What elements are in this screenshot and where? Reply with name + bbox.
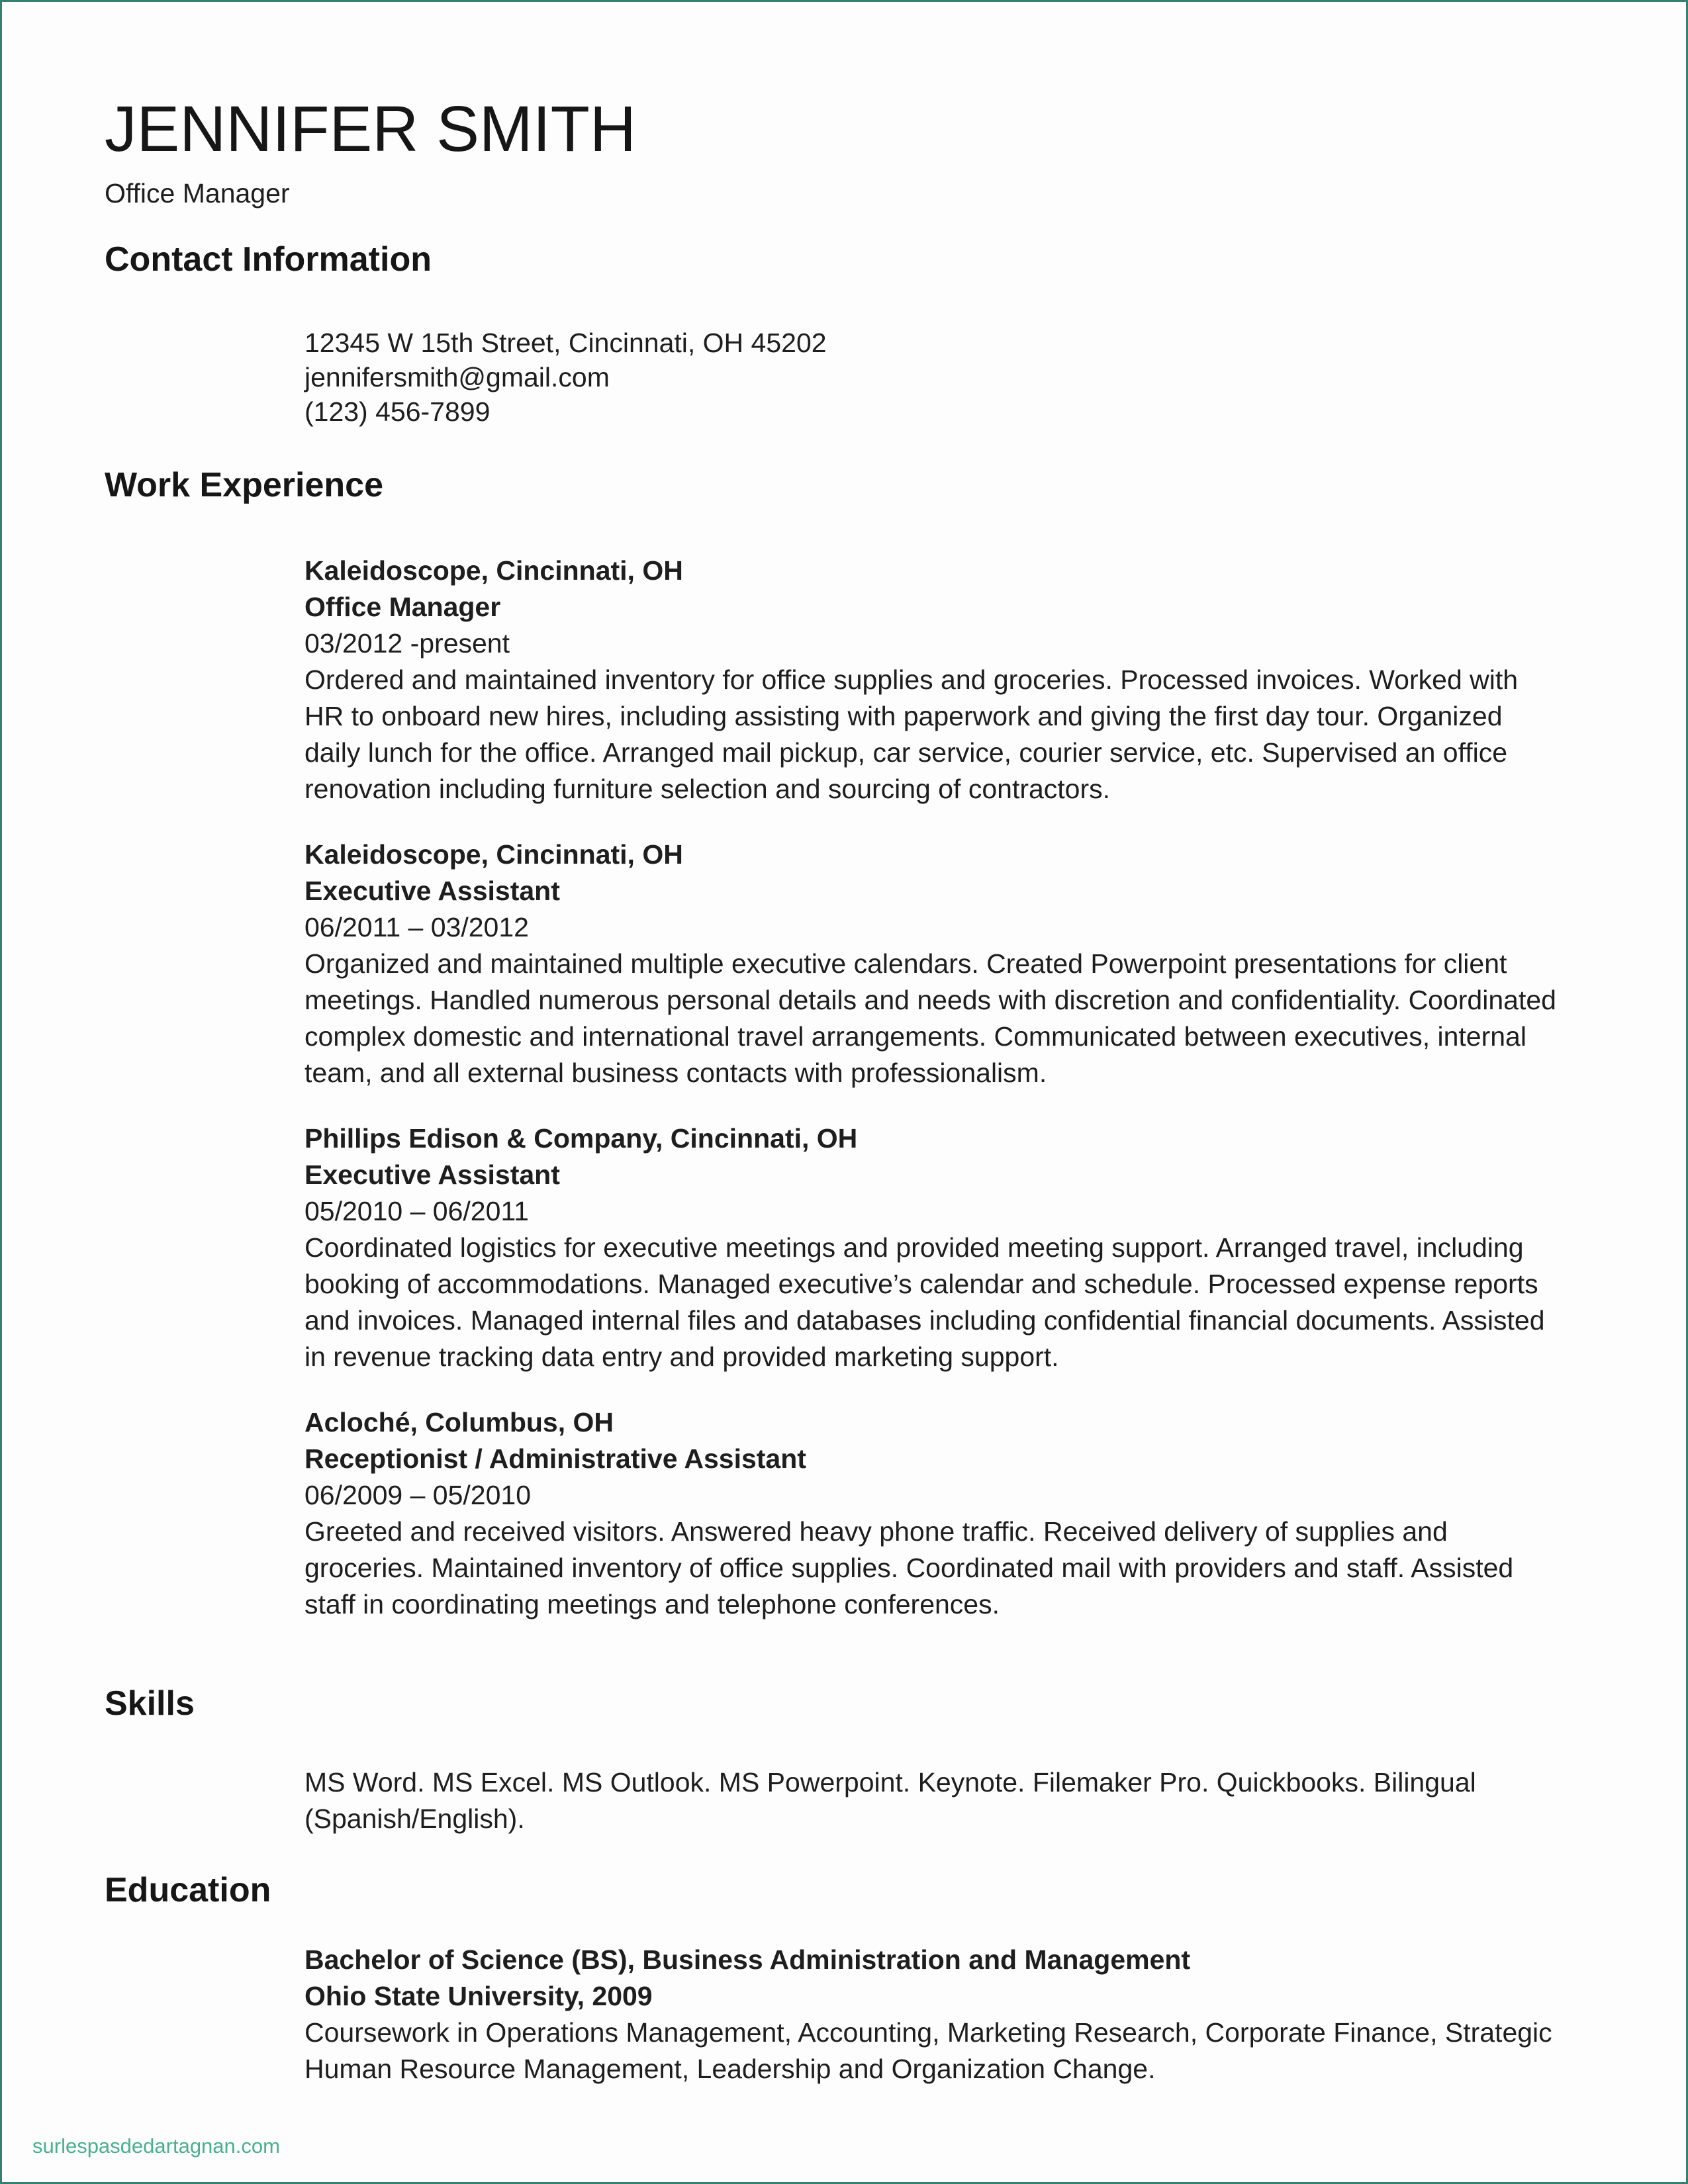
resume-header xyxy=(105,95,1583,209)
watermark-text: surlespasdedartagnan.com xyxy=(32,2134,280,2158)
section-education xyxy=(105,1870,1583,2087)
job-role: Executive Assistant xyxy=(305,875,560,906)
job-description: Coordinated logistics for executive meetings and provided meeting support. Arranged travel, including booking of accommodations. Managed executive’s calendar and schedule. Processed expense reports and invoices. Managed internal files and databases including confidential financial documents. Assisted in revenue tracking data entry and provided marketing support. xyxy=(305,1232,1545,1372)
contact-phone: (123) 456-7899 xyxy=(305,396,491,427)
job-dates: 03/2012 -present xyxy=(305,627,510,659)
job-description: Organized and maintained multiple executive calendars. Created Powerpoint presentations for client meetings. Handled numerous personal details and needs with discretion and confidentiality. Coordinated complex domestic and international travel arrangements. Communicated between executives, internal team, and all external business contacts with professionalism. xyxy=(305,948,1556,1088)
skills-text: MS Word. MS Excel. MS Outlook. MS Powerpoint. Keynote. Filemaker Pro. Quickbooks. Bilingual (Spanish/English). xyxy=(305,1766,1476,1834)
section-contact xyxy=(105,240,1583,429)
job-entry xyxy=(305,553,1562,807)
person-job-title: Office Manager xyxy=(105,177,290,208)
education-coursework: Coursework in Operations Management, Accounting, Marketing Research, Corporate Finance, Strategic Human Resource Management, Leadership and Organization Change. xyxy=(305,2017,1552,2084)
contact-email: jennifersmith@gmail.com xyxy=(305,361,610,392)
education-heading: Education xyxy=(105,1870,271,1909)
contact-details xyxy=(305,326,1562,429)
section-skills xyxy=(105,1684,1583,1837)
job-role: Receptionist / Administrative Assistant xyxy=(305,1443,806,1474)
job-company: Kaleidoscope, Cincinnati, OH xyxy=(305,555,683,586)
section-work-experience xyxy=(105,465,1583,1623)
work-experience-heading: Work Experience xyxy=(105,465,384,504)
job-role: Executive Assistant xyxy=(305,1159,560,1190)
job-entry xyxy=(305,837,1562,1091)
contact-heading: Contact Information xyxy=(105,240,432,279)
job-entry xyxy=(305,1404,1562,1623)
job-role: Office Manager xyxy=(305,591,501,622)
job-company: Acloché, Columbus, OH xyxy=(305,1406,614,1437)
education-degree: Bachelor of Science (BS), Business Administration and Management xyxy=(305,1944,1191,1975)
job-company: Kaleidoscope, Cincinnati, OH xyxy=(305,839,683,870)
job-company: Phillips Edison & Company, Cincinnati, OH xyxy=(305,1122,858,1154)
education-details xyxy=(305,1942,1562,2087)
work-experience-list xyxy=(305,553,1562,1623)
education-school: Ohio State University, 2009 xyxy=(305,1980,653,2011)
job-dates: 06/2011 – 03/2012 xyxy=(305,911,529,942)
job-entry xyxy=(305,1120,1562,1375)
contact-address: 12345 W 15th Street, Cincinnati, OH 45202 xyxy=(305,327,827,358)
job-description: Ordered and maintained inventory for office supplies and groceries. Processed invoices. Worked with HR to onboard new hires, including assisting with paperwork and giving the first day tour. Organized daily lunch for the office. Arranged mail pickup, car service, courier service, etc. Supervised an office renovation including furniture selection and sourcing of contractors. xyxy=(305,664,1519,804)
job-description: Greeted and received visitors. Answered heavy phone traffic. Received delivery of supplies and groceries. Maintained inventory of office supplies. Coordinated mail with providers and staff. Assisted staff in coordinating meetings and telephone conferences. xyxy=(305,1516,1514,1619)
skills-heading: Skills xyxy=(105,1684,195,1723)
job-dates: 05/2010 – 06/2011 xyxy=(305,1195,529,1226)
job-dates: 06/2009 – 05/2010 xyxy=(305,1479,531,1510)
person-name: JENNIFER SMITH xyxy=(105,93,636,165)
